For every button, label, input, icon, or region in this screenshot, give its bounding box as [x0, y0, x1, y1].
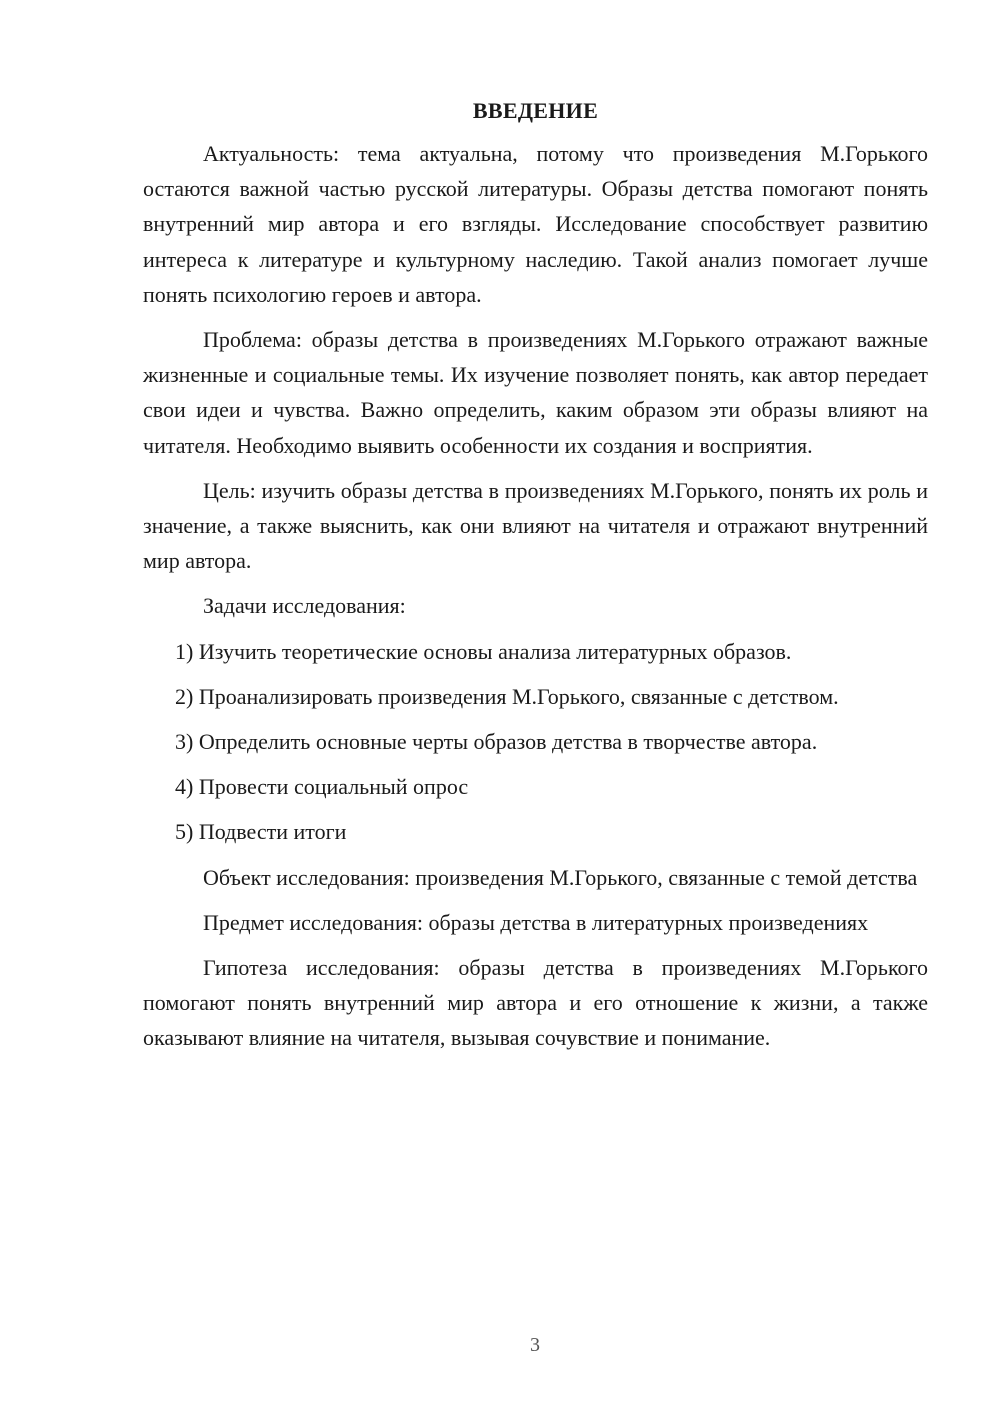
tasks-heading: Задачи исследования: [203, 593, 406, 619]
task-item-4: 4) Провести социальный опрос [175, 774, 469, 800]
object-paragraph: Объект исследования: произведения М.Горького, связанные с темой детства [203, 864, 918, 890]
hypothesis-paragraph: Гипотеза исследования: образы детства в произведениях М.Горького помогают понять внутренний мир автора и его отношение к жизни, а также оказывают влияние на читателя, вызывая сочувствие и понимание. [143, 955, 928, 1051]
task-item-1: 1) Изучить теоретические основы анализа литературных образов. [175, 638, 792, 664]
relevance-paragraph: Актуальность: тема актуальна, потому что произведения М.Горького остаются важной частью русской литературы. Образы детства помогают понять внутренний мир автора и его взгляды. Исследование способствует развитию интереса к литературе и культурному наследию. Такой анализ помогает лучше понять психологию героев и автора. [143, 141, 928, 307]
subject-paragraph: Предмет исследования: образы детства в литературных произведениях [203, 909, 869, 935]
page-number: 3 [530, 1334, 540, 1356]
goal-paragraph: Цель: изучить образы детства в произведениях М.Горького, понять их роль и значение, а также выяснить, как они влияют на читателя и отражают внутренний мир автора. [143, 477, 928, 574]
task-item-5: 5) Подвести итоги [175, 819, 347, 845]
task-item-3: 3) Определить основные черты образов детства в творчестве автора. [175, 729, 818, 755]
task-item-2: 2) Проанализировать произведения М.Горького, связанные с детством. [175, 683, 839, 709]
problem-paragraph: Проблема: образы детства в произведениях М.Горького отражают важные жизненные и социальные темы. Их изучение позволяет понять, как автор передает свои идеи и чувства. Важно определить, каким образом эти образы влияют на читателя. Необходимо выявить особенности их создания и восприятия. [143, 327, 928, 458]
section-title: ВВЕДЕНИЕ [472, 98, 599, 123]
document-page [143, 96, 928, 1066]
